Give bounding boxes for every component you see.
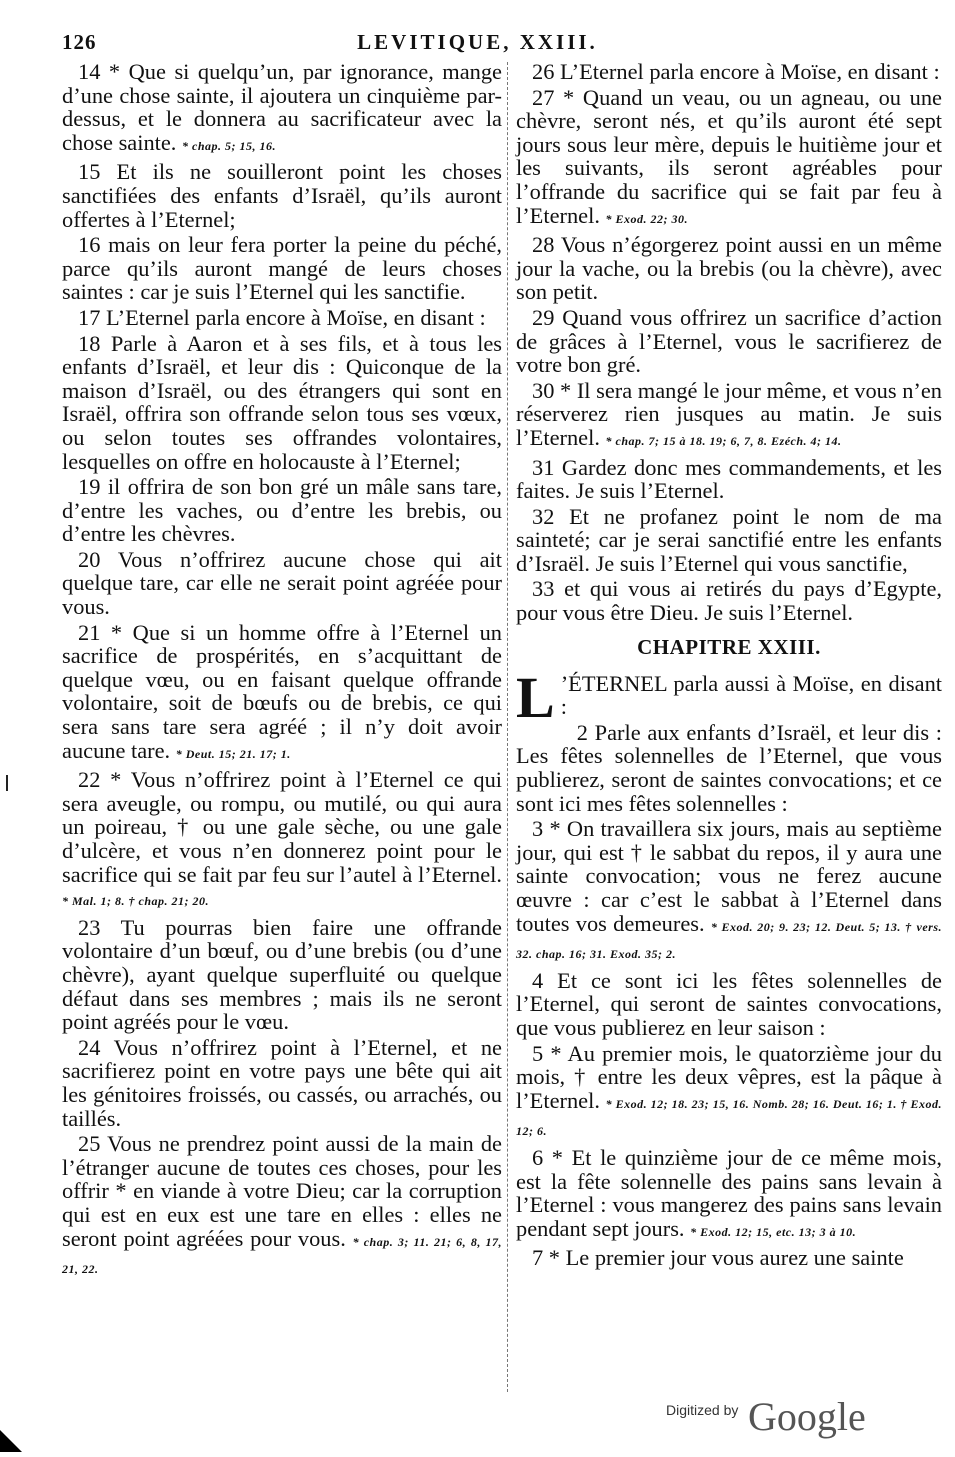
- cross-reference: * Mal. 1; 8. † chap. 21; 20.: [62, 894, 209, 909]
- verse-number: 33: [532, 576, 555, 602]
- verse: [516, 1042, 942, 1144]
- margin-mark: [6, 775, 8, 791]
- column-divider: [507, 62, 509, 1392]
- verse: [516, 1146, 942, 1244]
- verse-text: Le premier jour vous aurez une sainte: [565, 1245, 904, 1271]
- chapter-title: CHAPITRE XXIII.: [637, 634, 821, 659]
- verse-number: 30: [532, 377, 555, 403]
- verse-number: 19: [78, 474, 101, 500]
- verse: [516, 233, 942, 304]
- digitized-by-label: Digitized by: [666, 1402, 739, 1418]
- verse: [62, 233, 502, 304]
- verse-text: Et le quinzième jour de ce même mois, est la fête solennelle des pains sans levain à l’Eternel : vous mangerez des pains sans levain pendant sept jours.: [516, 1144, 942, 1241]
- verse: [62, 160, 502, 231]
- left-column: [62, 60, 502, 1284]
- verse: [62, 1036, 502, 1130]
- verse-reference-mark: *: [554, 377, 572, 403]
- verse: [516, 60, 942, 84]
- verse-number: 27: [532, 84, 555, 110]
- verse-number: 3: [532, 816, 544, 842]
- verse-text: mais on leur fera porter la peine du péché, parce qu’ils auront mangé de leurs choses saintes : car je suis l’Eternel qui les sanctifie.: [62, 232, 502, 305]
- verse-number: 16: [78, 232, 101, 258]
- cross-reference: * Exod. 12; 18. 23; 15, 16. Nomb. 28; 16. Deut. 16; 1. † Exod. 12; 6.: [516, 1096, 942, 1139]
- verse-number: 29: [532, 304, 555, 330]
- verse-number: 24: [78, 1034, 101, 1060]
- verse-text: Parle aux enfants d’Israël, et leur dis : Les fêtes solennelles de l’Eternel, que vous publierez, seront de saintes convocations; et ce sont ici mes fêtes solennelles :: [516, 719, 942, 816]
- cross-reference: * Deut. 15; 21. 17; 1.: [175, 746, 291, 761]
- verse-text: Vous n’égorgerez point aussi en un même jour la vache, ou la brebis (ou la chèvre), avec son petit.: [516, 232, 942, 305]
- cross-reference: * Exod. 20; 9. 23; 12. Deut. 5; 13. † vers. 32. chap. 16; 31. Exod. 35; 2.: [516, 919, 942, 962]
- verse-reference-mark: *: [100, 767, 122, 793]
- verse: [62, 306, 502, 330]
- verse-reference-mark: *: [554, 84, 575, 110]
- verse-number: 31: [532, 454, 555, 480]
- verse: [62, 332, 502, 474]
- verse-text: Quand vous offrirez un sacrifice d’action de grâces à l’Eternel, vous le sacrifierez de votre bon gré.: [516, 304, 942, 378]
- cross-reference: * chap. 7; 15 à 18. 19; 6, 7, 8. Ezéch. 4; 14.: [605, 433, 842, 448]
- verse: [62, 548, 502, 619]
- verse-text: il offrira de son bon gré un mâle sans tare, d’entre les vaches, ou d’entre les brebis, ou d’entre les chèvres.: [62, 474, 502, 547]
- verse-text: On travaillera six jours, mais au septième jour, qui est † le sabbat du repos, il y aura une sainte convocation; vous ne ferez aucune œuvre : car c’est le sabbat à l’Eternel dans toutes vos demeures.: [516, 816, 942, 936]
- verse-reference-mark: *: [543, 1144, 563, 1170]
- verse-number: 28: [532, 232, 555, 258]
- verse-number: 14: [78, 59, 101, 84]
- verse-reference-mark: *: [543, 1245, 560, 1271]
- verse-text: Et ils ne souilleront point les choses sanctifiées des enfants d’Israël, qu’ils auront offertes à l’Eternel;: [62, 159, 502, 232]
- right-column: [516, 60, 942, 1272]
- verse-text: L’Eternel parla encore à Moïse, en disant :: [560, 59, 940, 84]
- chapter-opening-text: ’ÉTERNEL parla aussi à Moïse, en disant :: [560, 670, 942, 720]
- verse-number: 17: [78, 304, 101, 330]
- google-logo: Google: [748, 1394, 866, 1439]
- verse: [62, 1132, 502, 1282]
- verse: [516, 577, 942, 624]
- verse-number: 5: [532, 1040, 544, 1066]
- cross-reference: * Exod. 22; 30.: [605, 211, 689, 226]
- verse-text: Vous n’offrirez point à l’Eternel, et ne sacrifierez point en votre pays une bête qui ait les génitoires froissés, ou cassés, ou arrachés, ou taillés.: [62, 1034, 502, 1131]
- cross-reference: * chap. 5; 15, 16.: [182, 138, 277, 153]
- verse-text: Vous n’offrirez point à l’Eternel ce qui sera aveugle, ou rompu, ou mutilé, ou qui aura un poireau, † ou une gale sèche, ou une gale d’ulcère, et vous n’en donnerez point pour le sacrifice qui se fait par feu sur l’autel à l’Eternel.: [62, 767, 502, 887]
- verse: [516, 379, 942, 454]
- verse: [62, 475, 502, 546]
- verse-text: Vous n’offrirez aucune chose qui ait quelque tare, car elle ne serait point agréée pour vous.: [62, 546, 502, 620]
- verse-text: Au premier mois, le quatorzième jour du mois, † entre les deux vêpres, est la pâque à l’Eternel.: [516, 1040, 942, 1113]
- verse-number: 15: [78, 159, 101, 185]
- verse-text: Vous ne prendrez point aussi de la main de l’étranger aucune de toutes ces choses, pour les offrir * en viande à votre Dieu; car la corruption qui est en eux est une tare en elles : elles ne seront point agréées pour vous.: [62, 1131, 502, 1251]
- verse-reference-mark: *: [100, 59, 121, 84]
- verse-text: Que si quelqu’un, par ignorance, mange d’une chose sainte, il ajoutera un cinquième par-dessus, et le donnera au sacrificateur avec la chose sainte.: [62, 59, 502, 155]
- verse-number: 20: [78, 546, 101, 572]
- verse-reference-mark: *: [543, 816, 561, 842]
- verse: [62, 768, 502, 914]
- chapter-opening: [516, 664, 942, 730]
- cross-reference: * Exod. 12; 15, etc. 13; 3 à 10.: [690, 1224, 857, 1239]
- verse-text: Et ce sont ici les fêtes solennelles de l’Eternel, qui seront de saintes convocations, que vous publierez en leur saison :: [516, 967, 942, 1040]
- verse-number: 26: [532, 59, 555, 84]
- verse: [516, 456, 942, 503]
- verse-text: L’Eternel parla encore à Moïse, en disant :: [106, 304, 486, 330]
- verse-number: 25: [78, 1131, 101, 1157]
- verse-number: 23: [78, 914, 101, 940]
- page-corner-mark: [0, 1430, 22, 1452]
- verse-text: Tu pourras bien faire une offrande volontaire d’un bœuf, ou d’une brebis (ou d’une chèvre), ayant quelque superfluité ou quelque défaut dans ses membres ; mais ils ne seront point agréés pour le vœu.: [62, 914, 502, 1035]
- cross-reference: * chap. 3; 11. 21; 6, 8, 17, 21, 22.: [62, 1234, 502, 1277]
- verse-number: 18: [78, 330, 101, 356]
- verse: [62, 621, 502, 767]
- verse-text: Gardez donc mes commandements, et les faites. Je suis l’Eternel.: [516, 454, 942, 504]
- verse: [516, 86, 942, 232]
- verse: [516, 306, 942, 377]
- verse-number: 7: [532, 1245, 544, 1271]
- verse-text: Et ne profanez point le nom de ma sainteté; car je serai sanctifié entre les enfants d’Israël. Je suis l’Eternel qui vous sanctifie,: [516, 503, 942, 576]
- verse: [516, 817, 942, 967]
- verse: [516, 505, 942, 576]
- verse-text: Que si un homme offre à l’Eternel un sacrifice de prospérités, en s’acquittant de quelque vœu, ou en faisant quelque offrande volontaire, soit de bœufs ou de brebis, ce qui sera sans tare sera agréé ; il n’y doit avoir aucune tare.: [62, 619, 502, 763]
- verse: [62, 916, 502, 1034]
- running-title: LEVITIQUE, XXIII.: [357, 30, 598, 54]
- verse-number: 32: [532, 503, 555, 529]
- verse-number: 2: [576, 719, 588, 745]
- verse-number: 4: [532, 967, 544, 993]
- verse-reference-mark: *: [543, 1040, 562, 1066]
- verse-number: 6: [532, 1144, 544, 1170]
- verse-text: Parle à Aaron et à ses fils, et à tous les enfants d’Israël, et leur dis : Quiconque de la maison d’Israël, ou des étrangers qui sont en Israël, offrira son offrande selon tous ses vœux, ou selon toutes ses offrandes volontaires, lesquelles on offre en holocauste à l’Eternel;: [62, 330, 502, 474]
- verse-text: et qui vous ai retirés du pays d’Egypte, pour vous être Dieu. Je suis l’Eternel.: [516, 576, 942, 626]
- verse: [62, 60, 502, 158]
- verse: [516, 721, 942, 815]
- verse-number: 21: [78, 619, 101, 645]
- verse-text: Il sera mangé le jour même, et vous n’en réserverez rien jusques au matin. Je suis l’Eternel.: [516, 377, 942, 450]
- verse-text: Quand un veau, ou un agneau, ou une chèvre, seront nés, et qu’ils auront été sept jours sous leur mère, depuis le huitième jour et les suivants, ils seront agréables pour l’offrande du sacrifice qui se fait par feu à l’Eternel.: [516, 84, 942, 228]
- verse-reference-mark: *: [100, 619, 123, 645]
- verse: [516, 1246, 942, 1270]
- verse-number: 22: [78, 767, 101, 793]
- drop-cap: L: [516, 664, 555, 730]
- page-number: 126: [62, 30, 97, 54]
- verse: [516, 969, 942, 1040]
